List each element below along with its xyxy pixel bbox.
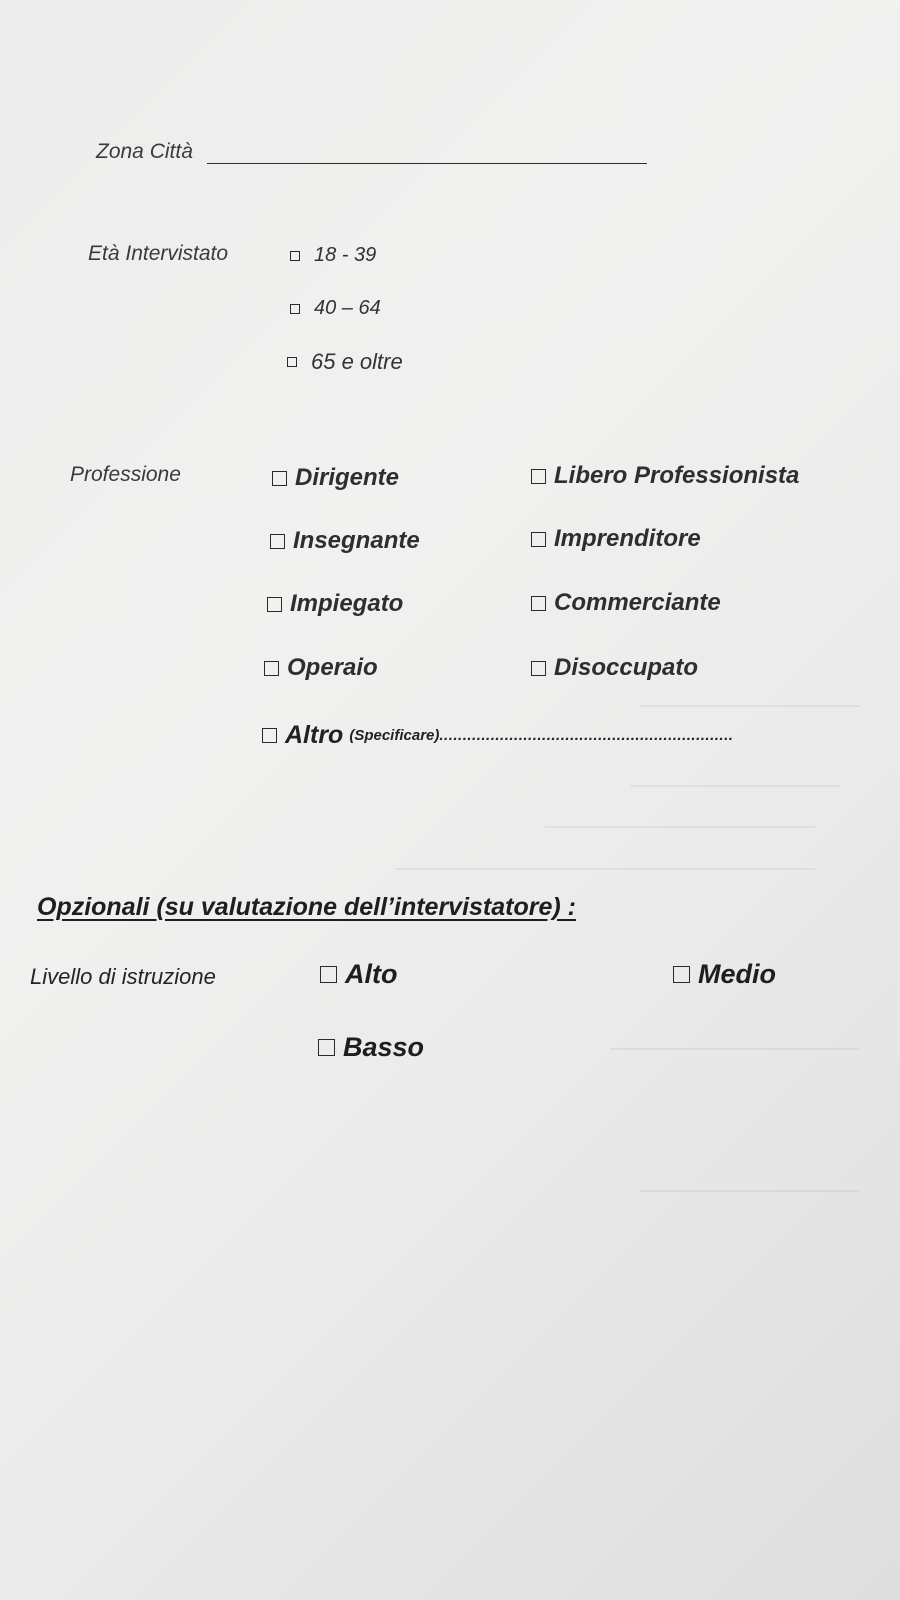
checkbox-icon[interactable] xyxy=(270,534,285,549)
prof-option-altro[interactable]: Altro (Specificare) ............................................................... xyxy=(262,721,733,750)
bleed-through-line xyxy=(610,1048,860,1050)
checkbox-icon[interactable] xyxy=(318,1039,335,1056)
bleed-through-line xyxy=(630,785,840,787)
eta-label: Età Intervistato xyxy=(88,242,229,265)
altro-specify-field[interactable]: ............................................................... xyxy=(439,727,734,744)
prof-option-disoccupato[interactable]: Disoccupato xyxy=(531,654,698,682)
age-option-40-64[interactable]: 40 – 64 xyxy=(290,297,381,320)
bleed-through-line xyxy=(640,705,860,707)
prof-option-dirigente[interactable]: Dirigente xyxy=(272,464,399,492)
professione-label: Professione xyxy=(70,463,181,486)
checkbox-icon[interactable] xyxy=(320,966,337,983)
opzionali-heading: Opzionali (su valutazione dell’intervistatore) : xyxy=(37,893,576,921)
bleed-through-line xyxy=(545,826,815,828)
age-option-18-39[interactable]: 18 - 39 xyxy=(290,244,376,267)
checkbox-icon[interactable] xyxy=(264,661,279,676)
edu-option-alto[interactable]: Alto xyxy=(320,959,397,990)
checkbox-icon[interactable] xyxy=(531,469,546,484)
prof-option-commerciante[interactable]: Commerciante xyxy=(531,589,721,617)
zona-citta-field[interactable] xyxy=(207,163,647,164)
checkbox-icon[interactable] xyxy=(262,728,277,743)
checkbox-icon[interactable] xyxy=(290,304,300,314)
edu-option-medio[interactable]: Medio xyxy=(673,959,776,990)
checkbox-icon[interactable] xyxy=(531,532,546,547)
age-option-65-oltre[interactable]: 65 e oltre xyxy=(287,349,403,375)
prof-option-impiegato[interactable]: Impiegato xyxy=(267,590,403,618)
checkbox-icon[interactable] xyxy=(272,471,287,486)
prof-option-libero-professionista[interactable]: Libero Professionista xyxy=(531,462,799,490)
checkbox-icon[interactable] xyxy=(287,357,297,367)
checkbox-icon[interactable] xyxy=(531,661,546,676)
zona-citta-label: Zona Città xyxy=(96,140,193,163)
istruzione-label: Livello di istruzione xyxy=(30,964,216,989)
prof-option-insegnante[interactable]: Insegnante xyxy=(270,527,420,555)
bleed-through-line xyxy=(395,868,815,870)
prof-option-operaio[interactable]: Operaio xyxy=(264,654,378,682)
prof-option-imprenditore[interactable]: Imprenditore xyxy=(531,525,701,553)
checkbox-icon[interactable] xyxy=(290,251,300,261)
checkbox-icon[interactable] xyxy=(673,966,690,983)
bleed-through-line xyxy=(640,1190,860,1192)
edu-option-basso[interactable]: Basso xyxy=(318,1032,424,1063)
checkbox-icon[interactable] xyxy=(531,596,546,611)
checkbox-icon[interactable] xyxy=(267,597,282,612)
